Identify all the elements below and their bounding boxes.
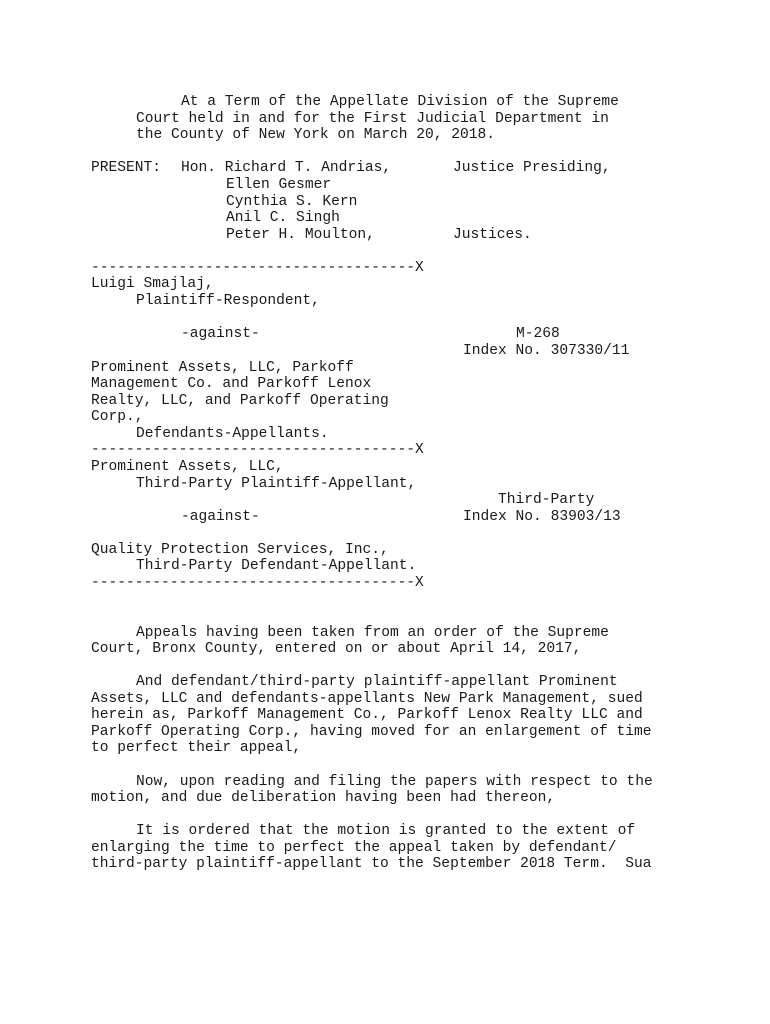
justice-name: Ellen Gesmer — [226, 177, 332, 193]
index-number: Index No. 307330/11 — [463, 343, 630, 359]
against-label: -against- — [181, 326, 260, 342]
justice-presiding-role: Justice Presiding, — [453, 160, 611, 176]
justices-role: Justices. — [453, 227, 532, 243]
body-paragraph-line: And defendant/third-party plaintiff-appellant Prominent — [136, 674, 618, 690]
body-paragraph-line: Now, upon reading and filing the papers with respect to the — [136, 774, 653, 790]
defendants-role: Defendants-Appellants. — [136, 426, 329, 442]
third-party-index-number: Index No. 83903/13 — [463, 509, 621, 525]
present-label: PRESENT: — [91, 160, 162, 176]
body-paragraph-line: It is ordered that the motion is granted to the extent of — [136, 823, 636, 839]
term-line-2: Court held in and for the First Judicial Department in — [136, 111, 609, 127]
defendants-line: Prominent Assets, LLC, Parkoff — [91, 360, 354, 376]
body-paragraph-line: motion, and due deliberation having been had thereon, — [91, 790, 556, 806]
third-party-defendant-role: Third-Party Defendant-Appellant. — [136, 558, 417, 574]
defendants-line: Realty, LLC, and Parkoff Operating — [91, 393, 389, 409]
defendants-line: Management Co. and Parkoff Lenox — [91, 376, 372, 392]
plaintiff-name: Luigi Smajlaj, — [91, 276, 214, 292]
against-label: -against- — [181, 509, 260, 525]
caption-divider: -------------------------------------X — [91, 442, 424, 458]
justice-presiding-name: Hon. Richard T. Andrias, — [181, 160, 392, 176]
third-party-defendant-name: Quality Protection Services, Inc., — [91, 542, 389, 558]
body-paragraph-line: Parkoff Operating Corp., having moved for an enlargement of time — [91, 724, 652, 740]
body-paragraph-line: to perfect their appeal, — [91, 740, 302, 756]
body-paragraph-line: enlarging the time to perfect the appeal taken by defendant/ — [91, 840, 617, 856]
term-line-3: the County of New York on March 20, 2018. — [136, 127, 496, 143]
body-paragraph-line: Assets, LLC and defendants-appellants New Park Management, sued — [91, 691, 643, 707]
defendants-line: Corp., — [91, 409, 144, 425]
body-paragraph-line: herein as, Parkoff Management Co., Parkoff Lenox Realty LLC and — [91, 707, 643, 723]
body-paragraph-line: Court, Bronx County, entered on or about April 14, 2017, — [91, 641, 582, 657]
body-paragraph-line: Appeals having been taken from an order of the Supreme — [136, 625, 609, 641]
justice-name: Cynthia S. Kern — [226, 194, 358, 210]
third-party-plaintiff-name: Prominent Assets, LLC, — [91, 459, 284, 475]
justice-name: Anil C. Singh — [226, 210, 340, 226]
caption-divider: -------------------------------------X — [91, 575, 424, 591]
caption-divider: -------------------------------------X — [91, 260, 424, 276]
body-paragraph-line: third-party plaintiff-appellant to the September 2018 Term. Sua — [91, 856, 652, 872]
justice-name: Peter H. Moulton, — [226, 227, 375, 243]
third-party-plaintiff-role: Third-Party Plaintiff-Appellant, — [136, 476, 417, 492]
term-line-1: At a Term of the Appellate Division of the Supreme — [181, 94, 619, 110]
motion-number: M-268 — [516, 326, 560, 342]
plaintiff-role: Plaintiff-Respondent, — [136, 293, 320, 309]
third-party-label: Third-Party — [498, 492, 595, 508]
